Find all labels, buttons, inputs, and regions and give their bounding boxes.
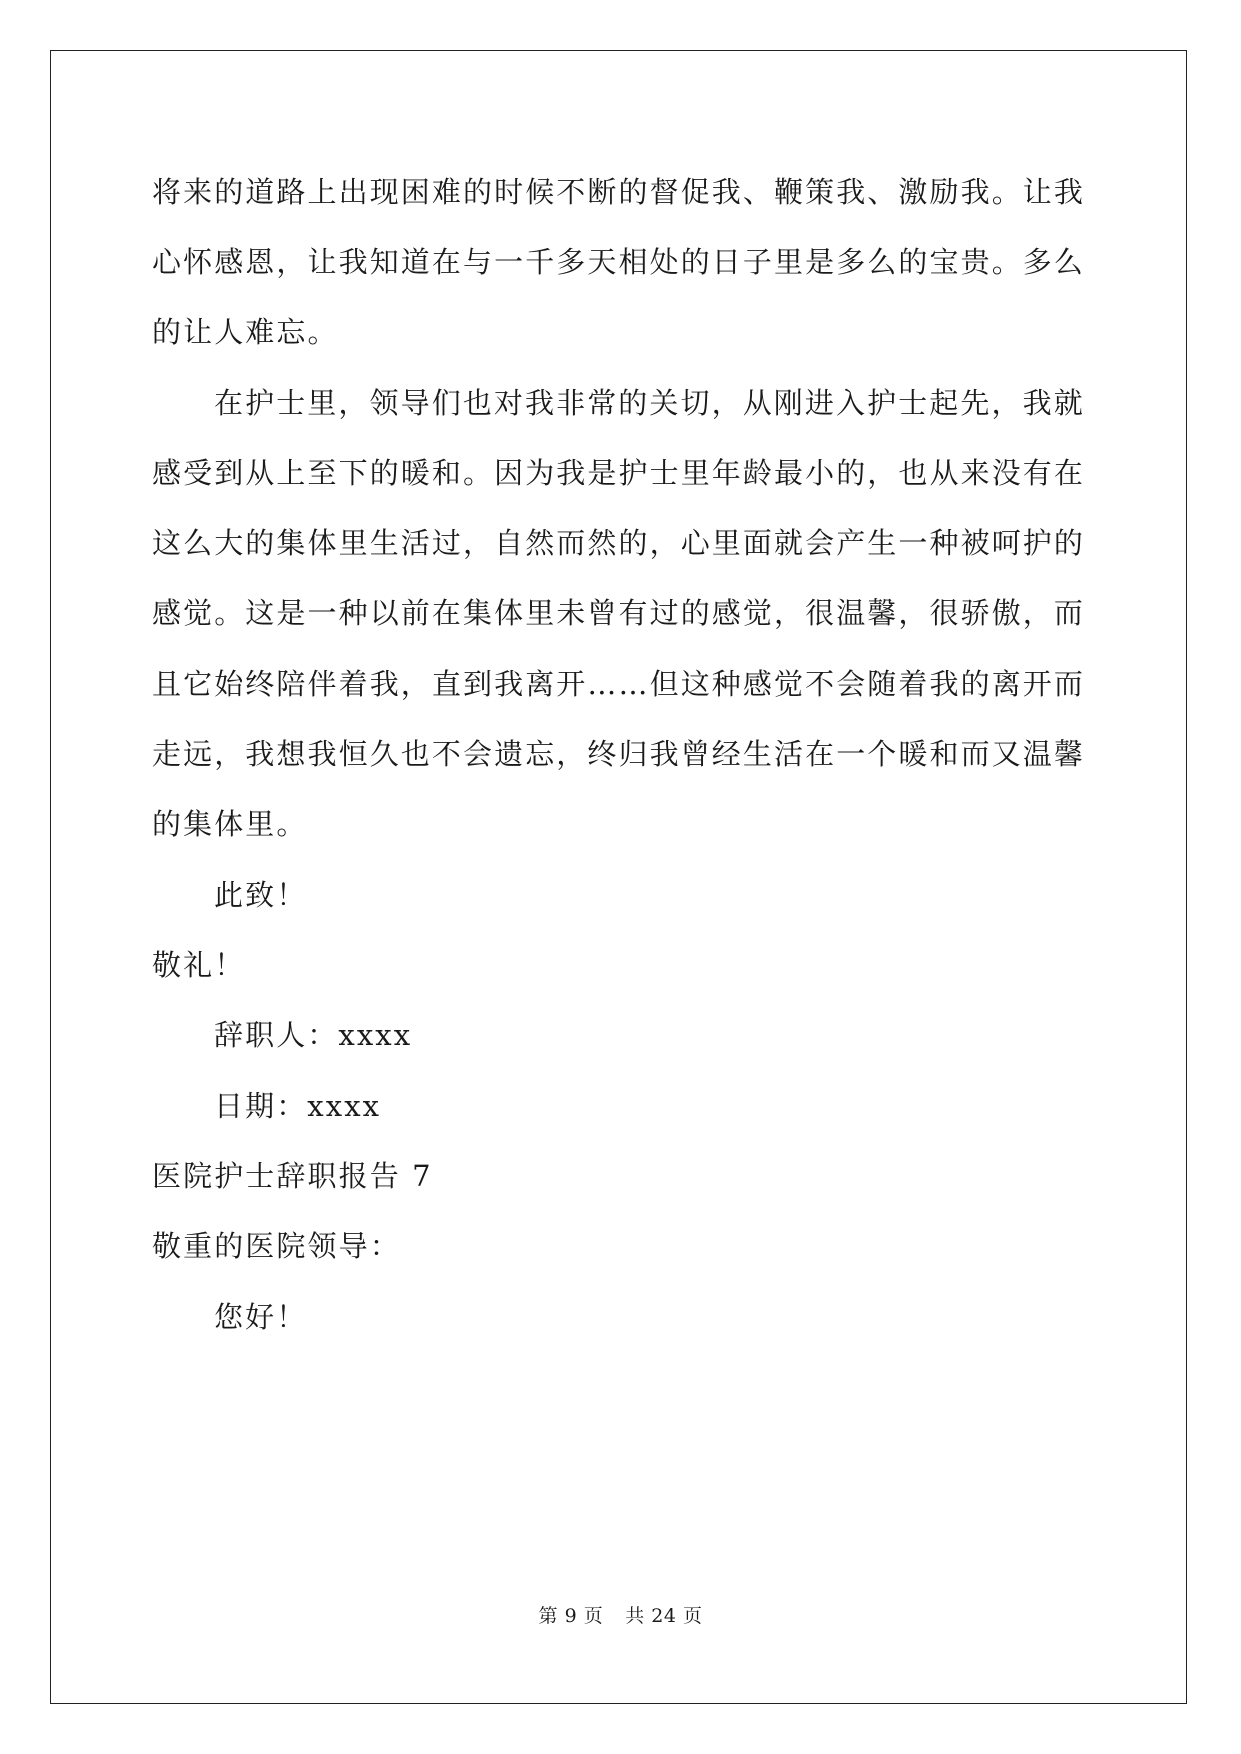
page-footer — [0, 1604, 1241, 1628]
paragraph-line: 感受到从上至下的暖和。因为我是护士里年龄最小的，也从来没有在 — [152, 456, 1086, 490]
letter-opening: 您好！ — [214, 1300, 308, 1334]
paragraph-line: 的让人难忘。 — [152, 315, 339, 349]
page-total: 共 24 页 — [625, 1605, 703, 1627]
paragraph-line: 走远，我想我恒久也不会遗忘，终归我曾经生活在一个暖和而又温馨 — [152, 737, 1086, 771]
paragraph-line: 在护士里，领导们也对我非常的关切，从刚进入护士起先，我就 — [214, 386, 1085, 420]
paragraph-line: 的集体里。 — [152, 807, 308, 841]
letter-greeting: 敬重的医院领导： — [152, 1229, 401, 1263]
page-number: 第 9 页 — [538, 1605, 604, 1627]
closing-regards: 敬礼！ — [152, 948, 246, 982]
signature-date: 日期：xxxx — [214, 1089, 382, 1123]
paragraph-line: 心怀感恩，让我知道在与一千多天相处的日子里是多么的宝贵。多么 — [152, 245, 1086, 279]
paragraph-line: 且它始终陪伴着我，直到我离开……但这种感觉不会随着我的离开而 — [152, 667, 1086, 701]
closing-salutation: 此致！ — [214, 878, 308, 912]
paragraph-line: 感觉。这是一种以前在集体里未曾有过的感觉，很温馨，很骄傲，而 — [152, 596, 1086, 630]
paragraph-line: 将来的道路上出现困难的时候不断的督促我、鞭策我、激励我。让我 — [152, 175, 1086, 209]
section-heading: 医院护士辞职报告 7 — [152, 1159, 433, 1193]
paragraph-line: 这么大的集体里生活过，自然而然的，心里面就会产生一种被呵护的 — [152, 526, 1086, 560]
signature-name: 辞职人：xxxx — [214, 1018, 413, 1052]
